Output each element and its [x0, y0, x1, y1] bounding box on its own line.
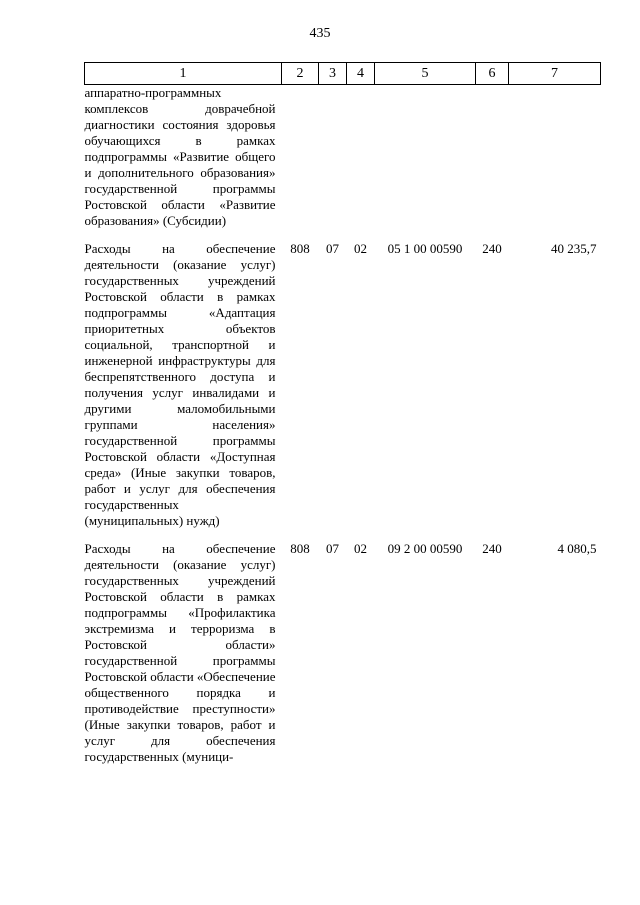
- row-target-article: 05 1 00 00590: [387, 241, 463, 256]
- row-amount: 40 235,7: [551, 241, 597, 256]
- header-row: [85, 63, 601, 85]
- budget-table: [84, 62, 601, 777]
- page-number: 435: [309, 26, 331, 41]
- row-ministry-code: [282, 85, 319, 242]
- column-header-5: 5: [375, 63, 476, 85]
- column-header-4: 4: [347, 63, 375, 85]
- row-description: аппаратно-программных комплексов доврачебной диагностики состояния здоровья обучающихся в рамках подпрограммы «Развитие общего и дополнительного образования» государственной программы Ростовской области «Развитие образования» (Субсидии): [84, 85, 276, 228]
- column-header-7: 7: [509, 63, 601, 85]
- table-row: [85, 85, 601, 242]
- column-header-2: 2: [282, 63, 319, 85]
- row-amount: [509, 85, 601, 242]
- row-subsection-code: 02: [354, 241, 367, 256]
- row-section-code: 07: [326, 241, 339, 256]
- row-subsection-code: [347, 85, 375, 242]
- row-ministry-code: 808: [290, 241, 310, 256]
- row-ministry-code: 808: [290, 541, 310, 556]
- row-amount: 4 080,5: [557, 541, 597, 556]
- table-row: [85, 541, 601, 777]
- column-header-1: 1: [85, 63, 282, 85]
- row-section-code: 07: [326, 541, 339, 556]
- row-description: Расходы на обеспечение деятельности (оказание услуг) государственных учреждений Ростовской области в рамках подпрограммы «Адаптация приоритетных объектов социальной, транспортной и инженерной инфраструктуры для беспрепятственного доступа и получения услуг инвалидами и другими маломобильными группами населения» государственной программы Ростовской области «Доступная среда» (Иные закупки товаров, работ и услуг для обеспечения государственных (муниципальных) нужд): [84, 241, 276, 528]
- table-row: [85, 241, 601, 541]
- row-target-article: 09 2 00 00590: [387, 541, 463, 556]
- column-header-3: 3: [319, 63, 347, 85]
- budget-table-container: [84, 62, 600, 777]
- row-expense-type: 240: [482, 541, 502, 556]
- row-subsection-code: 02: [354, 541, 367, 556]
- column-header-6: 6: [476, 63, 509, 85]
- row-description: Расходы на обеспечение деятельности (оказание услуг) государственных учреждений Ростовской области в рамках подпрограммы «Профилактика экстремизма и терроризма в Ростовской области» государственной программы Ростовской области «Обеспечение общественного порядка и противодействие преступности» (Иные закупки товаров, работ и услуг для обеспечения государственных (муници-: [84, 541, 276, 764]
- row-expense-type: 240: [482, 241, 502, 256]
- row-section-code: [319, 85, 347, 242]
- row-target-article: [375, 85, 476, 242]
- row-expense-type: [476, 85, 509, 242]
